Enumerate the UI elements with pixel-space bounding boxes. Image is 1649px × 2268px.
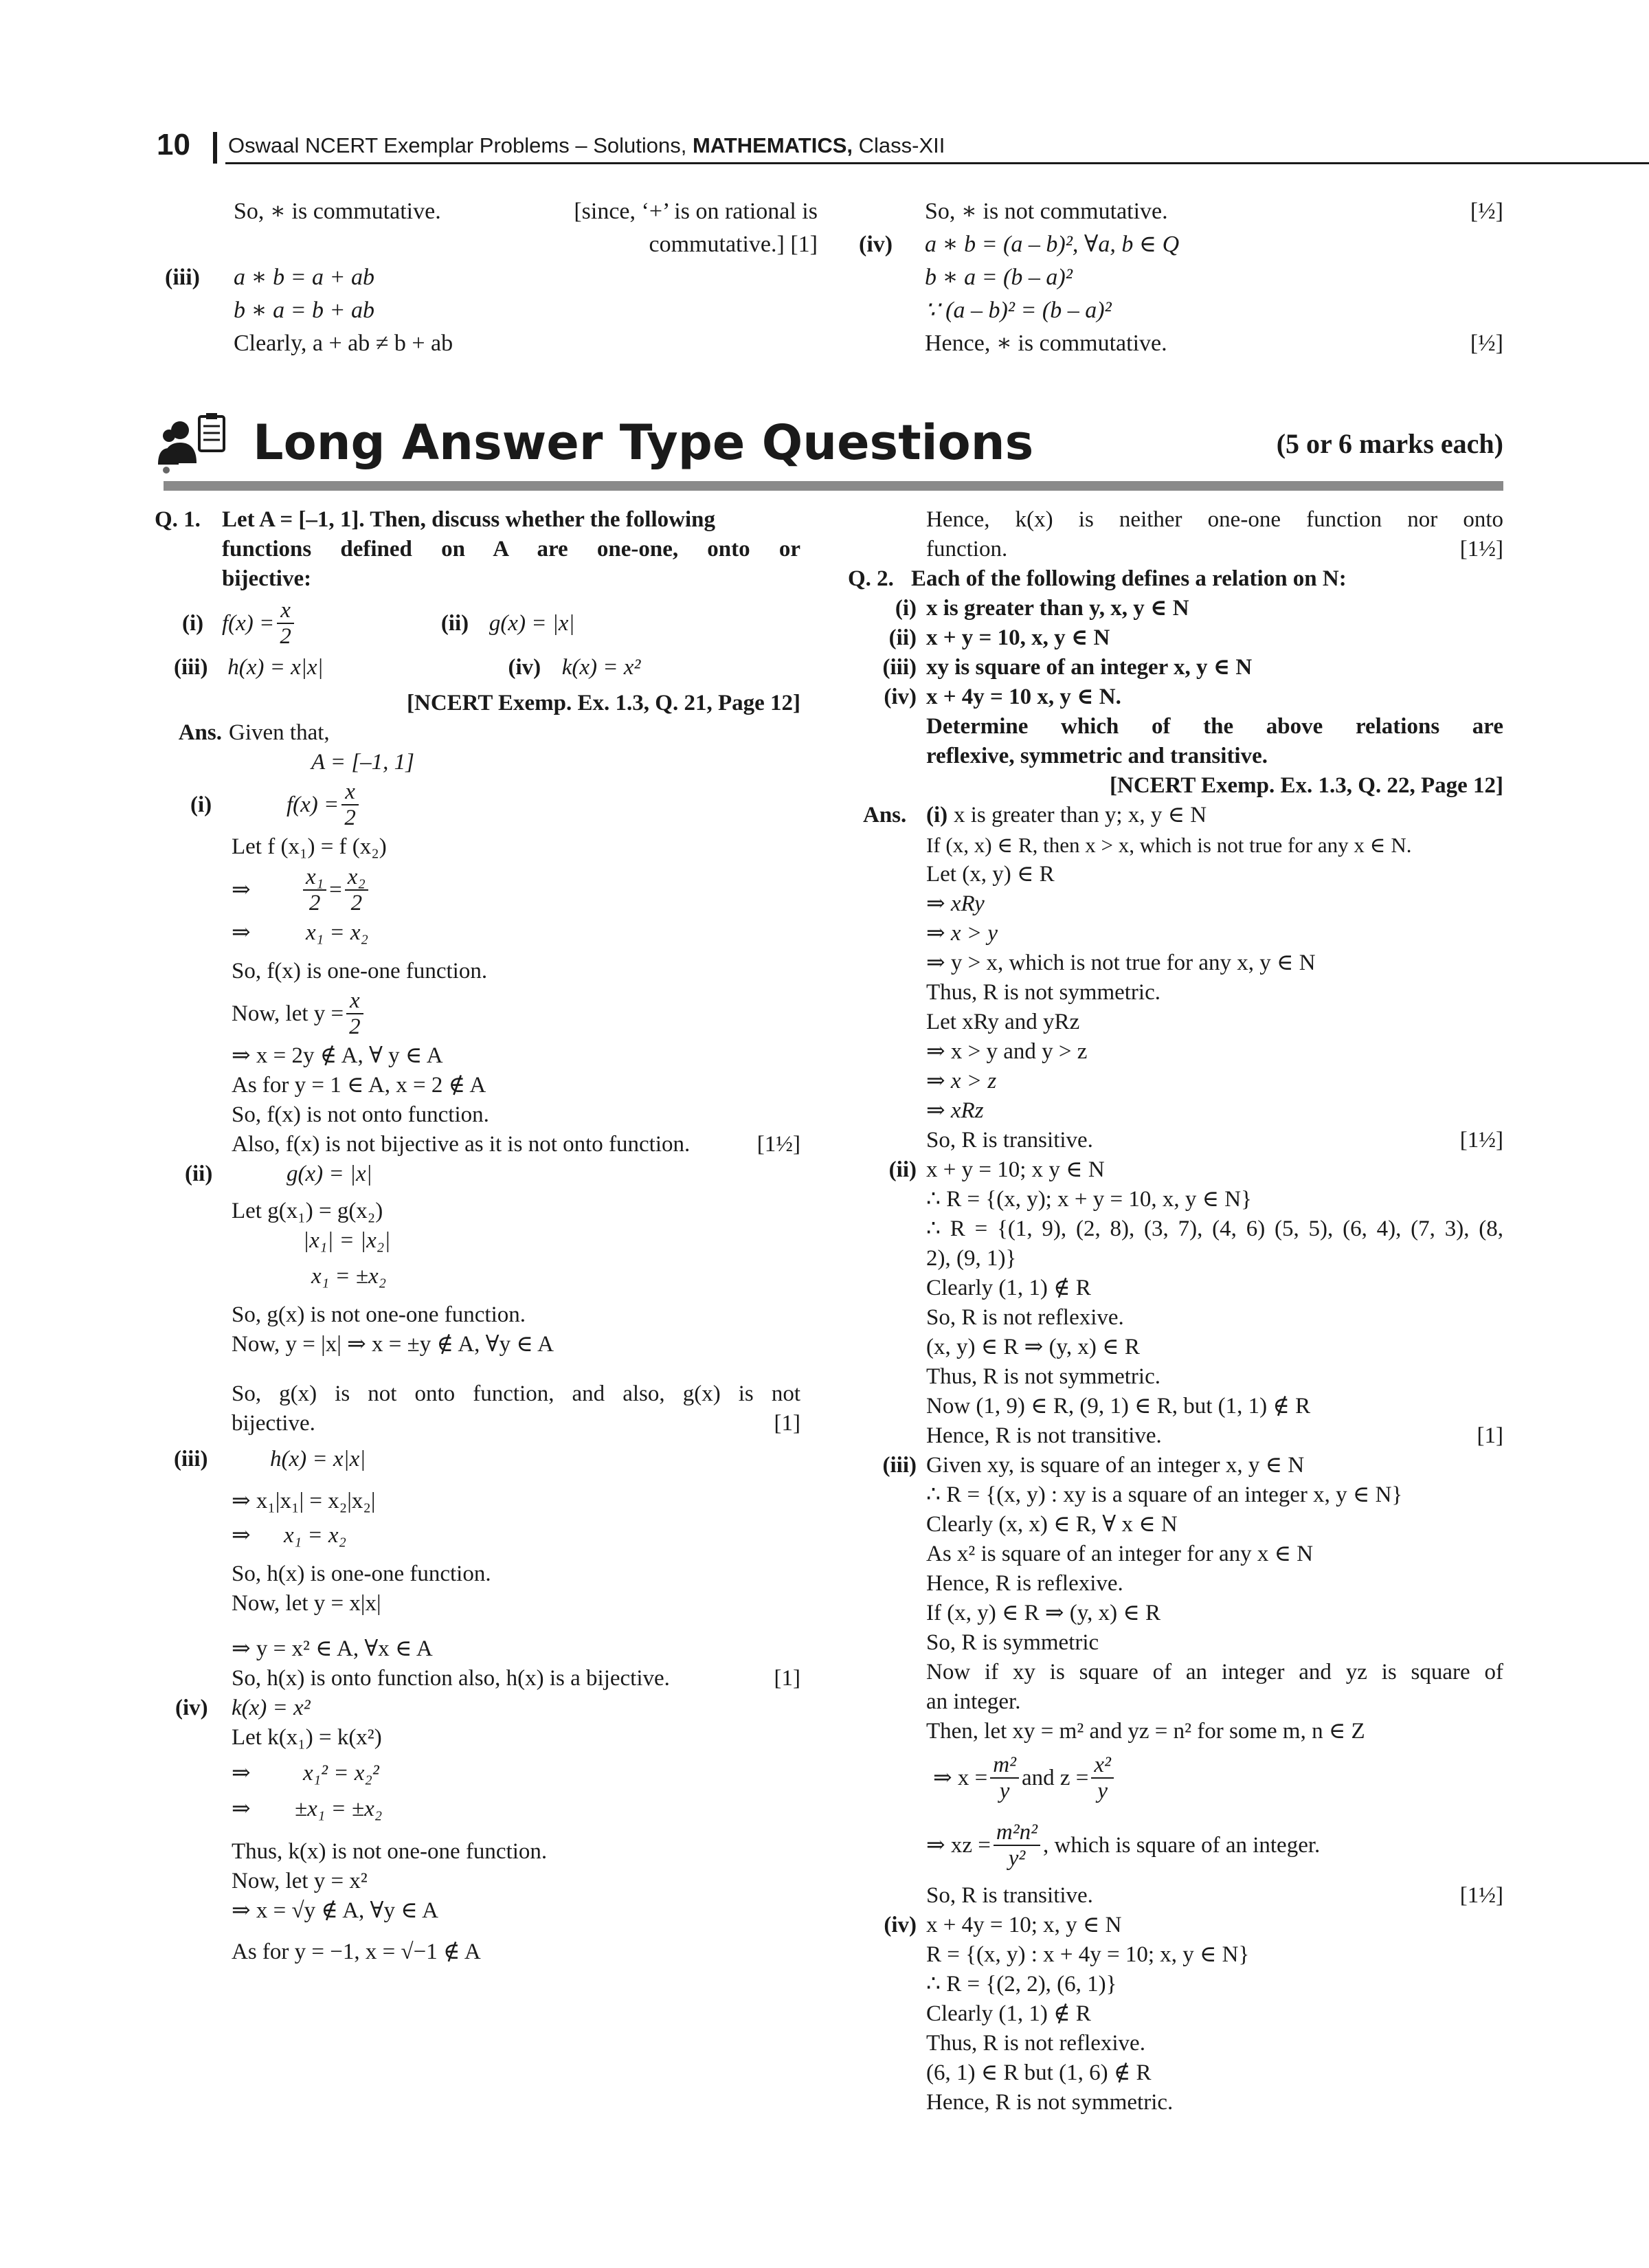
right-column	[848, 505, 1503, 2117]
option-text: f(x) =	[222, 610, 275, 636]
section-heading	[157, 410, 1503, 485]
answer-label: Ans.	[863, 803, 907, 827]
marks: [1½]	[756, 1132, 800, 1157]
text-line: Now, y = |x| ⇒ x = ±y ∉ A, ∀y ∈ A	[232, 1332, 554, 1357]
text-line: bijective.	[232, 1411, 315, 1436]
text-line: ⇒ xRz	[926, 1098, 984, 1123]
section-marks: (5 or 6 marks each)	[1276, 428, 1503, 459]
text-line: Thus, R is not reflexive.	[926, 2031, 1145, 2056]
text-line: So, h(x) is one-one function.	[232, 1561, 491, 1586]
fraction: $\frac{x}{2}$	[277, 598, 294, 649]
text-line: h(x) = x|x|	[270, 1447, 366, 1471]
text-line: ⇒ x > y and y > z	[926, 1039, 1088, 1064]
page-header	[157, 128, 1503, 164]
text-line: So, R is transitive.	[926, 1128, 1093, 1153]
page-number: 10	[157, 128, 190, 162]
text-line: Also, f(x) is not bijective as it is not onto function.	[232, 1132, 691, 1157]
text-line: A = [–1, 1]	[311, 750, 415, 775]
text-line: [since, ‘+’ is on rational is	[574, 199, 818, 224]
question-text: functions defined on A are one-one, onto or	[222, 537, 800, 562]
fraction: $\frac{\text{x₂}}{2}$	[345, 865, 368, 915]
text-line: Now if xy is square of an integer and yz is square of	[926, 1660, 1503, 1685]
text-line: So, R is not reflexive.	[926, 1305, 1124, 1330]
text-line: (x, y) ∈ R ⇒ (y, x) ∈ R	[926, 1335, 1140, 1359]
fraction: $\frac{\text{x₁}}{2}$	[303, 865, 326, 915]
text-line: So, ∗ is not commutative.	[925, 199, 1168, 224]
question-text: bijective:	[222, 566, 312, 591]
text-line: ∴ R = {(1, 9), (2, 8), (3, 7), (4, 6) (5, 5), (6, 4), (7, 3), (8,	[926, 1216, 1503, 1241]
fraction: $\frac{x}{2}$	[346, 988, 363, 1039]
implies-symbol: ⇒	[232, 1523, 251, 1548]
text-line: If (x, x) ∈ R, then x > x, which is not true for any x ∈ N.	[926, 833, 1412, 857]
text-line: x₁² = x₂²	[303, 1761, 379, 1786]
text-line: Given that,	[229, 720, 330, 745]
text-line: Let g(x₁) = g(x₂)	[232, 1199, 383, 1223]
text-line: So, f(x) is one-one function.	[232, 959, 488, 983]
text-line: Clearly, a + ab ≠ b + ab	[234, 331, 453, 356]
marks: [1½]	[1459, 1883, 1503, 1908]
text-line: ⇒ x = 2y ∉ A, ∀ y ∈ A	[232, 1043, 443, 1068]
text-line: ∴ R = {(x, y) : xy is a square of an integer x, y ∈ N}	[926, 1482, 1403, 1507]
text-line: ⇒ x > y	[926, 921, 998, 946]
text-line: ⇒ x = √y ∉ A, ∀y ∈ A	[232, 1898, 438, 1923]
text-line: So, ∗ is commutative.	[234, 199, 441, 224]
question-text: Let A = [–1, 1]. Then, discuss whether the following	[222, 507, 715, 532]
fraction: $\frac{\text{x²}}{y}$	[1091, 1753, 1114, 1803]
fraction: $\frac{x}{2}$	[341, 779, 359, 830]
text-line: So, R is symmetric	[926, 1630, 1099, 1655]
text-line: f(x) =	[287, 792, 339, 817]
text-line: Then, let xy = m² and yz = n² for some m, n ∈ Z	[926, 1719, 1365, 1744]
text-line: So, g(x) is not one-one function.	[232, 1302, 526, 1327]
part-label: (i)	[190, 792, 212, 817]
text-line: ⇒ x > z	[926, 1069, 997, 1093]
option-label: (iv)	[508, 655, 541, 680]
fraction: $\frac{\text{m²}}{y}$	[990, 1753, 1019, 1803]
text-line: and z =	[1022, 1765, 1089, 1790]
text-line: Clearly (1, 1) ∉ R	[926, 1276, 1091, 1300]
text-line: b ∗ a = (b – a)²	[925, 265, 1073, 290]
part-label: (i)	[926, 803, 948, 827]
text-line: As for y = 1 ∈ A, x = 2 ∉ A	[232, 1073, 486, 1098]
question-text: reflexive, symmetric and transitive.	[926, 744, 1268, 768]
section-underline	[164, 481, 1503, 491]
implies-symbol: ⇒	[232, 920, 251, 945]
text-line: function.	[926, 537, 1008, 562]
students-clipboard-icon	[157, 410, 228, 476]
text-line: If (x, y) ∈ R ⇒ (y, x) ∈ R	[926, 1601, 1161, 1625]
text-line: ⇒ x₁|x₁| = x₂|x₂|	[232, 1489, 376, 1513]
text-line: Let k(x₁) = k(x²)	[232, 1725, 382, 1750]
part-label: (ii)	[185, 1161, 213, 1186]
question-text: Each of the following defines a relation on N:	[911, 566, 1347, 591]
text-line: an integer.	[926, 1689, 1021, 1714]
text-line: Now, let y = x|x|	[232, 1591, 381, 1616]
implies-symbol: ⇒	[232, 1761, 251, 1786]
text-line: b ∗ a = b + ab	[234, 298, 374, 323]
text-line: So, h(x) is onto function also, h(x) is a bijective.	[232, 1666, 670, 1691]
question-text: Determine which of the above relations are	[926, 714, 1503, 739]
option-label: (iv)	[884, 685, 917, 709]
text-line: 2), (9, 1)}	[926, 1246, 1017, 1271]
text-line: Now (1, 9) ∈ R, (9, 1) ∈ R, but (1, 1) ∉ R	[926, 1394, 1311, 1419]
text-line: Let xRy and yRz	[926, 1010, 1080, 1034]
reference: [NCERT Exemp. Ex. 1.3, Q. 21, Page 12]	[407, 691, 800, 715]
text-line: g(x) = |x|	[287, 1161, 372, 1186]
text-line: ∴ R = {(x, y); x + y = 10, x, y ∈ N}	[926, 1187, 1252, 1212]
text-line: x is greater than y; x, y ∈ N	[954, 803, 1207, 827]
marks: [1½]	[1459, 537, 1503, 562]
marks: [1½]	[1459, 1128, 1503, 1153]
text-line: Clearly (1, 1) ∉ R	[926, 2001, 1091, 2026]
option-label: (iii)	[174, 655, 208, 680]
option-text: h(x) = x|x|	[227, 655, 324, 680]
text-line: x + y = 10; x y ∈ N	[926, 1157, 1105, 1182]
text-line: x₁ = x₂	[284, 1523, 347, 1548]
text-line: k(x) = x²	[232, 1696, 311, 1720]
text-line: ±x₁ = ±x₂	[295, 1797, 383, 1821]
text-line: R = {(x, y) : x + 4y = 10; x, y ∈ N}	[926, 1942, 1250, 1967]
marks: [1]	[774, 1411, 800, 1436]
text-line: ⇒ x =	[933, 1765, 988, 1790]
text-line: , which is square of an integer.	[1043, 1832, 1321, 1858]
option-label: (ii)	[440, 610, 469, 636]
text-line: So, g(x) is not onto function, and also, g(x) is not	[232, 1381, 800, 1406]
marks: [½]	[1470, 199, 1503, 224]
top-left-continuation	[165, 195, 818, 360]
part-label: (iv)	[859, 232, 893, 257]
marks: [1]	[774, 1666, 800, 1691]
question-label: Q. 2.	[848, 566, 894, 591]
text-line: Now, let y =	[232, 1001, 344, 1026]
text-line: Hence, k(x) is neither one-one function nor onto	[926, 507, 1503, 532]
option-label: (ii)	[888, 625, 917, 650]
part-label: (iv)	[884, 1913, 917, 1937]
text-line: ⇒ y = x² ∈ A, ∀x ∈ A	[232, 1636, 433, 1661]
implies-symbol: ⇒	[232, 877, 251, 902]
header-divider	[213, 132, 217, 164]
question-text: x + y = 10, x, y ∈ N	[926, 625, 1110, 650]
question-text: xy is square of an integer x, y ∈ N	[926, 655, 1253, 680]
text-line: ⇒ xRy	[926, 891, 985, 916]
reference: [NCERT Exemp. Ex. 1.3, Q. 22, Page 12]	[1110, 773, 1503, 798]
text-line: ∴ R = {(2, 2), (6, 1)}	[926, 1972, 1117, 1997]
text-line: x₁ = ±x₂	[311, 1264, 387, 1289]
text-line: So, f(x) is not onto function.	[232, 1102, 489, 1127]
text-line: a ∗ b = (a – b)², ∀a, b ∈ Q	[925, 232, 1180, 257]
text-line: Hence, R is not symmetric.	[926, 2090, 1174, 2115]
part-label: (iii)	[165, 265, 200, 290]
option-label: (i)	[182, 610, 204, 636]
question-text: x + 4y = 10 x, y ∈ N.	[926, 685, 1121, 709]
question-label: Q. 1.	[155, 507, 201, 532]
left-column: Q. 1. Let A = [–1, 1]. Then, discuss whether the following functions defined on A are one-one, onto or bijective: (i) f(x) = $\frac{x}{2}$ (ii) g(x) = |x| (iii) h(x) = x|x| (iv) k(x) = x² [NCERT Exemp. Ex. 1.3, Q. 21, Page 12] Ans. Given that, A = [–1, 1] (i) f(x) = $\frac{x}{2}$ Let f (x₁) = f (x₂) ⇒ $\frac{\text{x₁}}{2}$ = $\frac{\text{x₂}}{2}$ ⇒ x₁ = x₂ So, f(x) is one-one function. Now, let y = $\frac{x}{2}$ ⇒ x = 2y ∉ A, ∀ y ∈ A As for y = 1 ∈ A, x = 2 ∉ A So, f(x) is not onto function. Also, f(x) is not bijective as it is not onto function. [1½] (ii) g(x) = |x| Let g(x₁) = g(x₂) |x₁| = |x₂| x₁ = ±x₂ So, g(x) is not one-one function. Now, y = |x| ⇒ x = ±y ∉ A, ∀y ∈ A So, g(x) is not onto function, and also, g(x) is not bijective. [1] (iii) h(x) = x|x| ⇒ x₁|x₁| = x₂|x₂| ⇒ x₁ = x₂ So, h(x) is one-one function. Now, let y = x|x| ⇒ y = x² ∈ A, ∀x ∈ A So, h(x) is onto function also, h(x) is a bijective. [1] (iv) k(x) = x² Let k(x₁) = k(x²) ⇒ x₁² = x₂² ⇒ ±x₁ = ±x₂ Thus, k(x) is not one-one function. Now, let y = x² ⇒ x = √y ∉ A, ∀y ∈ A As for y = −1, x = √−1 ∉ A	[155, 505, 800, 1972]
text-line: So, R is transitive.	[926, 1883, 1093, 1908]
part-label: (iv)	[175, 1696, 208, 1720]
text-line: ⇒ y > x, which is not true for any x, y ∈ N	[926, 950, 1316, 975]
text-line: Thus, k(x) is not one-one function.	[232, 1839, 548, 1864]
text-line: Clearly (x, x) ∈ R, ∀ x ∈ N	[926, 1512, 1178, 1537]
top-right-continuation	[859, 195, 1503, 360]
text-line: Let f (x₁) = f (x₂)	[232, 834, 387, 859]
text-line: Hence, R is not transitive.	[926, 1423, 1162, 1448]
option-text: k(x) = x²	[561, 655, 641, 680]
part-label: (iii)	[174, 1447, 208, 1471]
part-label: (ii)	[888, 1157, 917, 1182]
text-line: Thus, R is not symmetric.	[926, 980, 1160, 1005]
text-line: commutative.] [1]	[649, 232, 818, 257]
section-title: Long Answer Type Questions	[253, 414, 1034, 471]
text-line: Hence, ∗ is commutative.	[925, 331, 1167, 356]
header-title: Oswaal NCERT Exemplar Problems – Solutions, MATHEMATICS, Class-XII	[228, 133, 945, 157]
text-line: (6, 1) ∈ R but (1, 6) ∉ R	[926, 2060, 1152, 2085]
text-line: x₁ = x₂	[306, 920, 369, 945]
implies-symbol: ⇒	[232, 1797, 251, 1821]
text-line: x + 4y = 10; x, y ∈ N	[926, 1913, 1122, 1937]
text-line: Hence, R is reflexive.	[926, 1571, 1123, 1596]
text-line: Now, let y = x²	[232, 1869, 368, 1893]
text-line: a ∗ b = a + ab	[234, 265, 374, 290]
option-text: g(x) = |x|	[489, 610, 575, 636]
header-rule	[225, 162, 1649, 164]
text-line: Let (x, y) ∈ R	[926, 862, 1055, 887]
marks: [½]	[1470, 331, 1503, 356]
text-line: As for y = −1, x = √−1 ∉ A	[232, 1939, 481, 1964]
part-label: (iii)	[882, 1453, 917, 1478]
option-label: (iii)	[882, 655, 917, 680]
text-line: Thus, R is not symmetric.	[926, 1364, 1160, 1389]
text-line: ∵ (a – b)² = (b – a)²	[925, 298, 1112, 323]
answer-label: Ans.	[178, 720, 222, 745]
question-text: x is greater than y, x, y ∈ N	[926, 596, 1189, 621]
option-label: (i)	[895, 596, 917, 621]
text-line: ⇒ xz =	[926, 1832, 991, 1858]
text-line: Given xy, is square of an integer x, y ∈ N	[926, 1453, 1305, 1478]
text-line: |x₁| = |x₂|	[303, 1228, 391, 1253]
text-line: As x² is square of an integer for any x ∈ N	[926, 1542, 1314, 1566]
fraction: $\frac{\text{m²n²}}{\text{y²}}$	[994, 1820, 1040, 1871]
marks: [1]	[1477, 1423, 1503, 1448]
